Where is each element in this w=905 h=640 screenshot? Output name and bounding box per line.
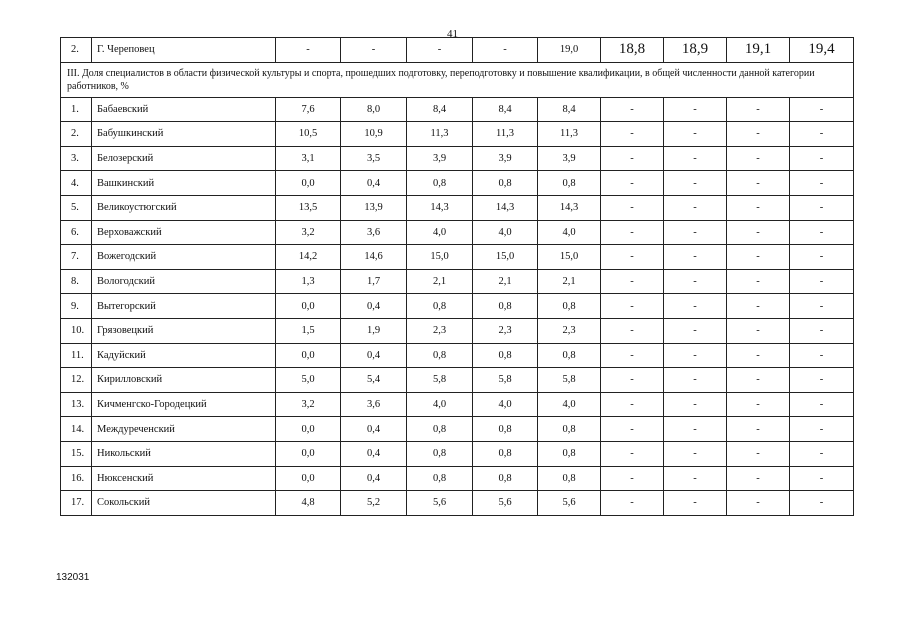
value-cell: 15,0 bbox=[407, 245, 473, 270]
value-cell: 3,6 bbox=[341, 220, 407, 245]
value-cell: 0,8 bbox=[538, 466, 601, 491]
value-cell: - bbox=[664, 392, 727, 417]
table-row bbox=[61, 171, 854, 196]
table-body bbox=[61, 38, 854, 516]
value-cell: - bbox=[664, 466, 727, 491]
value-cell: 15,0 bbox=[473, 245, 538, 270]
value-cell: 3,9 bbox=[473, 146, 538, 171]
value-cell: 5,4 bbox=[341, 368, 407, 393]
value-cell: - bbox=[664, 417, 727, 442]
indicator-table bbox=[60, 37, 854, 516]
row-number: 6. bbox=[61, 220, 92, 245]
value-cell: - bbox=[664, 220, 727, 245]
table-row bbox=[61, 294, 854, 319]
value-cell: - bbox=[601, 294, 664, 319]
value-cell: 1,5 bbox=[276, 318, 341, 343]
district-name: Вытегорский bbox=[92, 294, 276, 319]
value-cell: - bbox=[601, 491, 664, 516]
value-cell: - bbox=[790, 441, 854, 466]
value-cell: - bbox=[727, 491, 790, 516]
table-row bbox=[61, 195, 854, 220]
value-cell: 0,0 bbox=[276, 417, 341, 442]
table-row bbox=[61, 417, 854, 442]
value-cell: 19,4 bbox=[790, 38, 854, 63]
document-code: 132031 bbox=[56, 572, 90, 583]
row-number: 8. bbox=[61, 269, 92, 294]
table-row bbox=[61, 368, 854, 393]
value-cell: - bbox=[790, 318, 854, 343]
value-cell: - bbox=[790, 491, 854, 516]
value-cell: - bbox=[601, 392, 664, 417]
value-cell: 0,4 bbox=[341, 343, 407, 368]
value-cell: 5,8 bbox=[538, 368, 601, 393]
value-cell: 5,6 bbox=[473, 491, 538, 516]
value-cell: 4,0 bbox=[407, 392, 473, 417]
value-cell: - bbox=[790, 368, 854, 393]
value-cell: - bbox=[601, 97, 664, 122]
value-cell: 11,3 bbox=[473, 122, 538, 147]
district-name: Верховажский bbox=[92, 220, 276, 245]
value-cell: - bbox=[601, 368, 664, 393]
value-cell: - bbox=[727, 245, 790, 270]
table-row bbox=[61, 97, 854, 122]
table-row bbox=[61, 38, 854, 63]
value-cell: 8,4 bbox=[407, 97, 473, 122]
value-cell: 7,6 bbox=[276, 97, 341, 122]
value-cell: 0,8 bbox=[407, 441, 473, 466]
value-cell: 0,8 bbox=[538, 171, 601, 196]
value-cell: 10,9 bbox=[341, 122, 407, 147]
value-cell: - bbox=[790, 195, 854, 220]
value-cell: 18,8 bbox=[601, 38, 664, 63]
value-cell: 0,8 bbox=[538, 417, 601, 442]
value-cell: - bbox=[601, 122, 664, 147]
value-cell: - bbox=[664, 195, 727, 220]
value-cell: 5,6 bbox=[407, 491, 473, 516]
value-cell: - bbox=[601, 220, 664, 245]
value-cell: - bbox=[601, 146, 664, 171]
value-cell: 18,9 bbox=[664, 38, 727, 63]
district-name: Великоустюгский bbox=[92, 195, 276, 220]
district-name: Кирилловский bbox=[92, 368, 276, 393]
value-cell: - bbox=[473, 38, 538, 63]
value-cell: 5,8 bbox=[473, 368, 538, 393]
value-cell: 8,0 bbox=[341, 97, 407, 122]
district-name: Сокольский bbox=[92, 491, 276, 516]
value-cell: - bbox=[601, 417, 664, 442]
table-row bbox=[61, 269, 854, 294]
district-name: Грязовецкий bbox=[92, 318, 276, 343]
value-cell: 0,8 bbox=[473, 441, 538, 466]
table-row bbox=[61, 220, 854, 245]
value-cell: 0,0 bbox=[276, 441, 341, 466]
value-cell: - bbox=[407, 38, 473, 63]
value-cell: - bbox=[341, 38, 407, 63]
value-cell: - bbox=[601, 195, 664, 220]
row-number: 9. bbox=[61, 294, 92, 319]
value-cell: - bbox=[790, 294, 854, 319]
value-cell: 13,9 bbox=[341, 195, 407, 220]
value-cell: - bbox=[790, 417, 854, 442]
value-cell: 2,1 bbox=[407, 269, 473, 294]
value-cell: 0,4 bbox=[341, 441, 407, 466]
row-number: 5. bbox=[61, 195, 92, 220]
row-number: 16. bbox=[61, 466, 92, 491]
value-cell: 0,0 bbox=[276, 171, 341, 196]
value-cell: - bbox=[727, 466, 790, 491]
value-cell: 0,8 bbox=[538, 294, 601, 319]
row-number: 7. bbox=[61, 245, 92, 270]
value-cell: - bbox=[727, 441, 790, 466]
section-title: III. Доля специалистов в области физической культуры и спорта, прошедших подготовку, переподготовку и повышение квалификации, в общей численности данной категории работников, % bbox=[61, 62, 854, 97]
value-cell: 0,0 bbox=[276, 343, 341, 368]
row-number: 15. bbox=[61, 441, 92, 466]
value-cell: 1,9 bbox=[341, 318, 407, 343]
value-cell: - bbox=[727, 392, 790, 417]
row-number: 4. bbox=[61, 171, 92, 196]
value-cell: 0,8 bbox=[407, 466, 473, 491]
value-cell: - bbox=[727, 417, 790, 442]
value-cell: - bbox=[664, 171, 727, 196]
table-row bbox=[61, 245, 854, 270]
value-cell: 0,8 bbox=[473, 343, 538, 368]
value-cell: - bbox=[664, 122, 727, 147]
district-name: Бабаевский bbox=[92, 97, 276, 122]
value-cell: 3,6 bbox=[341, 392, 407, 417]
value-cell: - bbox=[727, 220, 790, 245]
value-cell: 0,0 bbox=[276, 466, 341, 491]
table-row bbox=[61, 318, 854, 343]
value-cell: - bbox=[727, 146, 790, 171]
value-cell: 0,8 bbox=[473, 466, 538, 491]
value-cell: - bbox=[790, 343, 854, 368]
value-cell: - bbox=[276, 38, 341, 63]
value-cell: - bbox=[601, 318, 664, 343]
value-cell: 4,0 bbox=[407, 220, 473, 245]
page-number: 41 bbox=[447, 28, 458, 40]
value-cell: 0,8 bbox=[407, 171, 473, 196]
district-name: Нюксенский bbox=[92, 466, 276, 491]
value-cell: - bbox=[601, 441, 664, 466]
value-cell: - bbox=[601, 466, 664, 491]
value-cell: 0,4 bbox=[341, 417, 407, 442]
value-cell: - bbox=[601, 343, 664, 368]
row-number: 17. bbox=[61, 491, 92, 516]
value-cell: - bbox=[664, 368, 727, 393]
row-number: 3. bbox=[61, 146, 92, 171]
value-cell: - bbox=[601, 171, 664, 196]
value-cell: 13,5 bbox=[276, 195, 341, 220]
value-cell: - bbox=[727, 318, 790, 343]
value-cell: - bbox=[664, 318, 727, 343]
value-cell: - bbox=[790, 466, 854, 491]
value-cell: 2,3 bbox=[538, 318, 601, 343]
value-cell: 14,3 bbox=[407, 195, 473, 220]
value-cell: 8,4 bbox=[538, 97, 601, 122]
table-row bbox=[61, 343, 854, 368]
row-number: 1. bbox=[61, 97, 92, 122]
value-cell: - bbox=[790, 269, 854, 294]
value-cell: - bbox=[727, 195, 790, 220]
row-number: 12. bbox=[61, 368, 92, 393]
value-cell: 2,1 bbox=[538, 269, 601, 294]
value-cell: - bbox=[727, 97, 790, 122]
row-number: 14. bbox=[61, 417, 92, 442]
row-number: 13. bbox=[61, 392, 92, 417]
value-cell: 0,8 bbox=[538, 441, 601, 466]
value-cell: 11,3 bbox=[538, 122, 601, 147]
value-cell: 0,8 bbox=[407, 417, 473, 442]
value-cell: 3,9 bbox=[538, 146, 601, 171]
value-cell: - bbox=[790, 220, 854, 245]
value-cell: 4,0 bbox=[473, 220, 538, 245]
value-cell: - bbox=[727, 368, 790, 393]
value-cell: - bbox=[664, 146, 727, 171]
value-cell: 15,0 bbox=[538, 245, 601, 270]
district-name: Вологодский bbox=[92, 269, 276, 294]
value-cell: 2,3 bbox=[407, 318, 473, 343]
value-cell: 2,3 bbox=[473, 318, 538, 343]
row-number: 11. bbox=[61, 343, 92, 368]
value-cell: 0,8 bbox=[538, 343, 601, 368]
value-cell: 5,6 bbox=[538, 491, 601, 516]
value-cell: - bbox=[601, 245, 664, 270]
value-cell: 1,3 bbox=[276, 269, 341, 294]
value-cell: 14,2 bbox=[276, 245, 341, 270]
value-cell: 11,3 bbox=[407, 122, 473, 147]
district-name: Вожегодский bbox=[92, 245, 276, 270]
value-cell: 0,8 bbox=[473, 417, 538, 442]
value-cell: 5,8 bbox=[407, 368, 473, 393]
district-name: Кичменгско-Городецкий bbox=[92, 392, 276, 417]
value-cell: 0,4 bbox=[341, 171, 407, 196]
district-name: Бабушкинский bbox=[92, 122, 276, 147]
value-cell: - bbox=[727, 343, 790, 368]
value-cell: 3,2 bbox=[276, 392, 341, 417]
value-cell: - bbox=[664, 343, 727, 368]
value-cell: - bbox=[790, 146, 854, 171]
value-cell: 19,0 bbox=[538, 38, 601, 63]
value-cell: 0,4 bbox=[341, 294, 407, 319]
value-cell: 5,0 bbox=[276, 368, 341, 393]
value-cell: - bbox=[664, 491, 727, 516]
value-cell: 10,5 bbox=[276, 122, 341, 147]
value-cell: 3,2 bbox=[276, 220, 341, 245]
value-cell: - bbox=[790, 97, 854, 122]
value-cell: - bbox=[664, 441, 727, 466]
value-cell: 0,0 bbox=[276, 294, 341, 319]
value-cell: 3,1 bbox=[276, 146, 341, 171]
value-cell: 19,1 bbox=[727, 38, 790, 63]
value-cell: - bbox=[601, 269, 664, 294]
value-cell: 4,0 bbox=[538, 220, 601, 245]
value-cell: 0,8 bbox=[473, 171, 538, 196]
value-cell: 0,8 bbox=[407, 294, 473, 319]
value-cell: - bbox=[727, 269, 790, 294]
value-cell: 14,3 bbox=[473, 195, 538, 220]
value-cell: 0,8 bbox=[407, 343, 473, 368]
value-cell: - bbox=[727, 171, 790, 196]
value-cell: - bbox=[790, 392, 854, 417]
row-number: 2. bbox=[61, 38, 92, 63]
section-row bbox=[61, 62, 854, 97]
value-cell: 14,3 bbox=[538, 195, 601, 220]
table-row bbox=[61, 122, 854, 147]
value-cell: 14,6 bbox=[341, 245, 407, 270]
value-cell: 4,8 bbox=[276, 491, 341, 516]
row-number: 2. bbox=[61, 122, 92, 147]
value-cell: 4,0 bbox=[473, 392, 538, 417]
value-cell: - bbox=[790, 122, 854, 147]
district-name: Междуреченский bbox=[92, 417, 276, 442]
value-cell: - bbox=[664, 97, 727, 122]
value-cell: 0,4 bbox=[341, 466, 407, 491]
table-row bbox=[61, 146, 854, 171]
table-row bbox=[61, 466, 854, 491]
district-name: Белозерский bbox=[92, 146, 276, 171]
value-cell: - bbox=[790, 171, 854, 196]
value-cell: 8,4 bbox=[473, 97, 538, 122]
district-name: Вашкинский bbox=[92, 171, 276, 196]
value-cell: - bbox=[664, 294, 727, 319]
value-cell: 1,7 bbox=[341, 269, 407, 294]
value-cell: 0,8 bbox=[473, 294, 538, 319]
table-row bbox=[61, 441, 854, 466]
value-cell: - bbox=[727, 122, 790, 147]
table-row bbox=[61, 491, 854, 516]
table-row bbox=[61, 392, 854, 417]
value-cell: 3,9 bbox=[407, 146, 473, 171]
value-cell: - bbox=[664, 245, 727, 270]
district-name: Г. Череповец bbox=[92, 38, 276, 63]
value-cell: - bbox=[727, 294, 790, 319]
value-cell: 3,5 bbox=[341, 146, 407, 171]
value-cell: - bbox=[664, 269, 727, 294]
district-name: Кадуйский bbox=[92, 343, 276, 368]
value-cell: - bbox=[790, 245, 854, 270]
value-cell: 5,2 bbox=[341, 491, 407, 516]
district-name: Никольский bbox=[92, 441, 276, 466]
row-number: 10. bbox=[61, 318, 92, 343]
value-cell: 2,1 bbox=[473, 269, 538, 294]
value-cell: 4,0 bbox=[538, 392, 601, 417]
